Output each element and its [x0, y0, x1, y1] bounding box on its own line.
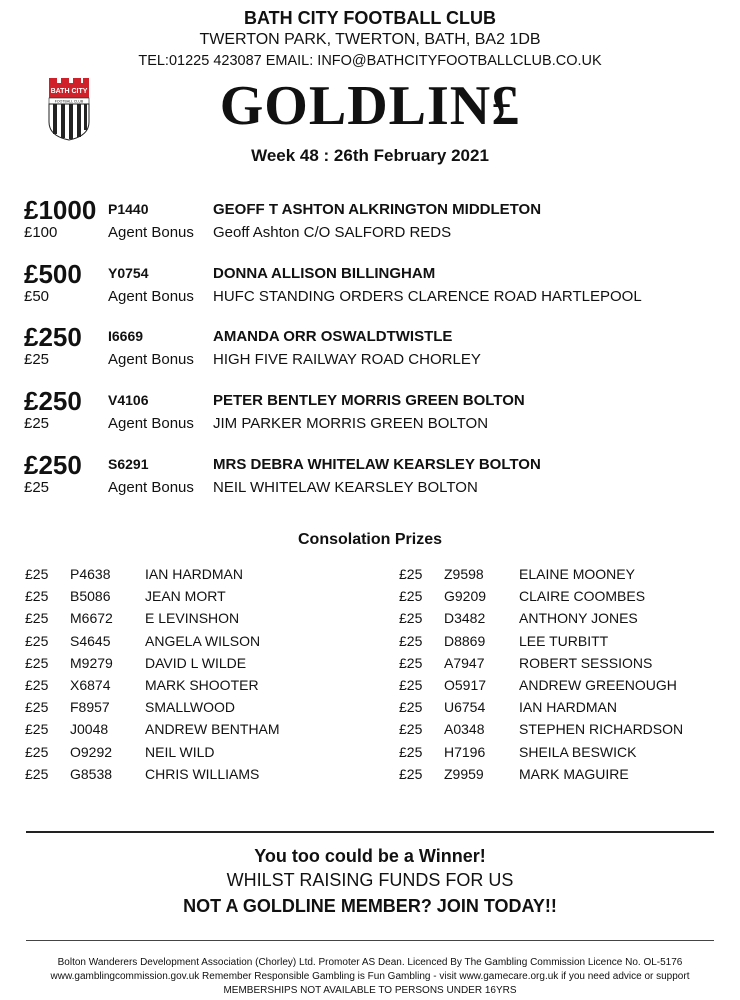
prize-amount: £250 — [24, 322, 82, 352]
cta-join: NOT A GOLDLINE MEMBER? JOIN TODAY!! — [183, 896, 557, 916]
consolation-amount: £25 — [25, 654, 49, 671]
consolation-code: B5086 — [70, 588, 111, 605]
bonus-agent-name: Geoff Ashton C/O SALFORD REDS — [213, 224, 452, 241]
goldline-title: GOLDLIN£ — [219, 75, 521, 137]
winner-row — [24, 452, 724, 504]
consolation-name: LEE TURBITT — [519, 632, 609, 649]
winner-name: MRS DEBRA WHITELAW KEARSLEY BOLTON — [213, 456, 541, 473]
cta-headline: You too could be a Winner! — [254, 846, 486, 866]
footer-divider — [26, 940, 714, 941]
consolation-code: H7196 — [444, 743, 486, 760]
consolation-name: CLAIRE COOMBES — [519, 588, 646, 605]
consolation-name: STEPHEN RICHARDSON — [519, 721, 684, 738]
bonus-amount: £25 — [24, 351, 50, 368]
logo-subtext: FOOTBALL CLUB — [54, 99, 84, 104]
winner-name: AMANDA ORR OSWALDTWISTLE — [213, 328, 453, 345]
consolation-code: D8869 — [444, 632, 486, 649]
winner-row — [24, 261, 724, 313]
winner-row — [24, 197, 724, 249]
bonus-amount: £25 — [24, 415, 50, 432]
bonus-amount: £25 — [24, 479, 50, 496]
winner-name: GEOFF T ASHTON ALKRINGTON MIDDLETON — [213, 201, 542, 218]
consolation-code: G9209 — [444, 588, 487, 605]
bonus-amount: £100 — [24, 224, 58, 241]
bonus-label: Agent Bonus — [108, 224, 194, 241]
consolation-amount: £25 — [25, 566, 49, 582]
consolation-code: G8538 — [70, 765, 113, 782]
bonus-agent-name: JIM PARKER MORRIS GREEN BOLTON — [213, 415, 489, 432]
consolation-code: M9279 — [70, 654, 113, 671]
consolation-code: J0048 — [70, 721, 109, 738]
winner-row — [24, 324, 724, 376]
bonus-agent-name: NEIL WHITELAW KEARSLEY BOLTON — [213, 479, 478, 496]
consolation-name: CHRIS WILLIAMS — [145, 765, 260, 782]
ticket-code: S6291 — [108, 456, 149, 472]
consolation-name: JEAN MORT — [145, 588, 226, 605]
consolation-amount: £25 — [399, 743, 423, 760]
consolation-code: D3482 — [444, 610, 486, 627]
consolation-code: A7947 — [444, 654, 485, 671]
prize-amount: £250 — [24, 450, 82, 480]
winner-name: PETER BENTLEY MORRIS GREEN BOLTON — [213, 392, 525, 409]
ticket-code: Y0754 — [108, 265, 149, 281]
cta-subline: WHILST RAISING FUNDS FOR US — [226, 870, 514, 890]
consolation-amount: £25 — [399, 654, 423, 671]
consolation-name: ANTHONY JONES — [519, 610, 638, 627]
consolation-amount: £25 — [399, 610, 423, 627]
club-contact: TEL:01225 423087 EMAIL: INFO@BATHCITYFOOTBALLCLUB.CO.UK — [138, 53, 602, 69]
consolation-name: ELAINE MOONEY — [519, 566, 635, 582]
consolation-amount: £25 — [25, 632, 49, 649]
consolation-name: NEIL WILD — [145, 743, 215, 760]
consolation-name: DAVID L WILDE — [145, 654, 247, 671]
footer-licence: Bolton Wanderers Development Association (Chorley) Ltd. Promoter AS Dean. Licenced By The Gambling Commission Licence No. OL-5176 — [57, 957, 683, 968]
bonus-label: Agent Bonus — [108, 288, 194, 305]
consolation-amount: £25 — [399, 588, 423, 605]
consolation-amount: £25 — [399, 566, 423, 582]
consolation-amount: £25 — [25, 721, 49, 738]
consolation-code: U6754 — [444, 699, 486, 716]
consolation-amount: £25 — [399, 699, 423, 716]
consolation-name: IAN HARDMAN — [145, 566, 244, 582]
prize-amount: £250 — [24, 386, 82, 416]
consolation-code: A0348 — [444, 721, 485, 738]
consolation-name: ROBERT SESSIONS — [519, 654, 653, 671]
consolation-amount: £25 — [25, 765, 49, 782]
club-address: TWERTON PARK, TWERTON, BATH, BA2 1DB — [199, 31, 541, 48]
footer-responsible-gambling: www.gamblingcommission.gov.uk Remember Responsible Gambling is Fun Gambling - visit www.gamecare.org.uk if you need advice or support — [50, 971, 690, 982]
divider — [26, 831, 714, 833]
consolation-amount: £25 — [399, 677, 423, 693]
consolation-amount: £25 — [25, 588, 49, 605]
bonus-label: Agent Bonus — [108, 351, 194, 368]
consolation-code: Z9598 — [444, 566, 484, 582]
club-name: BATH CITY FOOTBALL CLUB — [244, 8, 496, 28]
consolation-name: ANDREW GREENOUGH — [519, 677, 677, 693]
consolation-amount: £25 — [25, 699, 49, 716]
consolation-amount: £25 — [25, 677, 49, 693]
bonus-agent-name: HUFC STANDING ORDERS CLARENCE ROAD HARTLEPOOL — [213, 288, 642, 305]
bonus-label: Agent Bonus — [108, 415, 194, 432]
footer-age-notice: MEMBERSHIPS NOT AVAILABLE TO PERSONS UNDER 16YRS — [223, 985, 517, 996]
draw-week: Week 48 : 26th February 2021 — [251, 146, 489, 165]
consolation-code: O5917 — [444, 677, 487, 693]
bonus-agent-name: HIGH FIVE RAILWAY ROAD CHORLEY — [213, 351, 481, 368]
consolation-name: SMALLWOOD — [145, 699, 235, 716]
ticket-code: V4106 — [108, 392, 149, 408]
logo-text: BATH CITY — [50, 88, 88, 95]
consolation-amount: £25 — [399, 632, 423, 649]
consolation-name: ANDREW BENTHAM — [145, 721, 280, 738]
consolation-amount: £25 — [399, 721, 423, 738]
consolation-name: E LEVINSHON — [145, 610, 240, 627]
consolation-title: Consolation Prizes — [297, 531, 443, 548]
consolation-code: P4638 — [70, 566, 111, 582]
prize-amount: £500 — [24, 259, 82, 289]
consolation-code: O9292 — [70, 743, 113, 760]
consolation-code: S4645 — [70, 632, 111, 649]
consolation-code: Z9959 — [444, 765, 484, 782]
consolation-name: MARK SHOOTER — [145, 677, 259, 693]
consolation-amount: £25 — [25, 743, 49, 760]
prize-amount: £1000 — [24, 195, 97, 225]
ticket-code: I6669 — [108, 328, 144, 344]
winner-name: DONNA ALLISON BILLINGHAM — [213, 265, 436, 282]
bonus-amount: £50 — [24, 288, 50, 305]
winner-row — [24, 388, 724, 440]
ticket-code: P1440 — [108, 201, 149, 217]
bonus-label: Agent Bonus — [108, 479, 194, 496]
consolation-code: F8957 — [70, 699, 110, 716]
consolation-amount: £25 — [25, 610, 49, 627]
consolation-code: X6874 — [70, 677, 111, 693]
consolation-amount: £25 — [399, 765, 423, 782]
consolation-name: SHEILA BESWICK — [519, 743, 637, 760]
consolation-code: M6672 — [70, 610, 113, 627]
consolation-name: MARK MAGUIRE — [519, 765, 629, 782]
consolation-name: ANGELA WILSON — [145, 632, 261, 649]
consolation-name: IAN HARDMAN — [519, 699, 618, 716]
